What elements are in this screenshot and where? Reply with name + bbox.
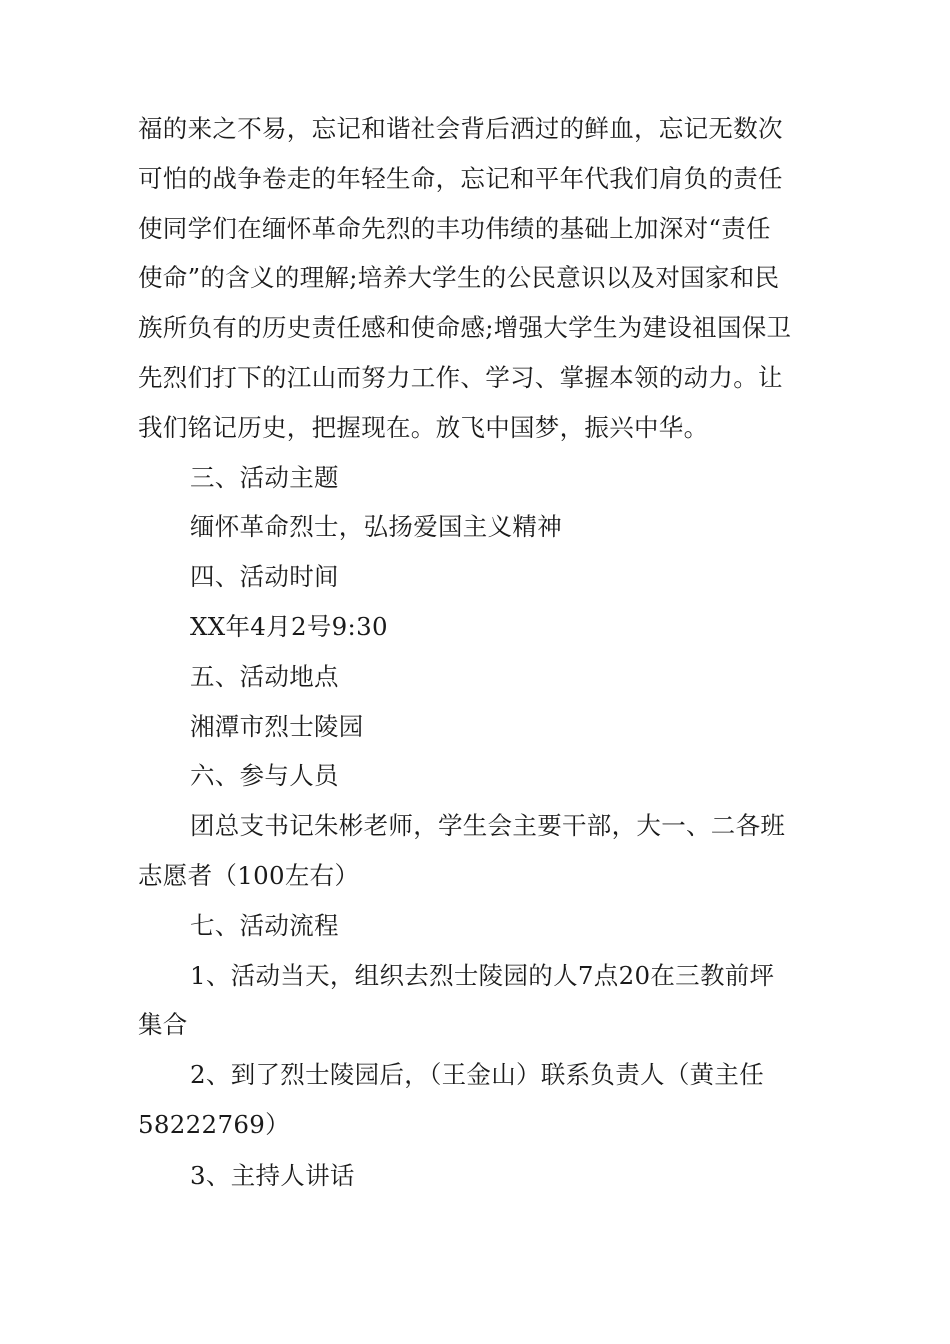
section-heading-time: 四、活动时间 xyxy=(190,562,339,592)
paragraph-line: 使命”的含义的理解;培养大学生的公民意识以及对国家和民 xyxy=(138,263,780,293)
section-heading-location: 五、活动地点 xyxy=(190,661,339,691)
section-heading-theme: 三、活动主题 xyxy=(190,462,339,492)
paragraph-line: 我们铭记历史，把握现在。放飞中国梦，振兴中华。 xyxy=(138,412,709,442)
paragraph-line: 族所负有的历史责任感和使命感;增强大学生为建设祖国保卫 xyxy=(138,313,792,343)
paragraph-line: 福的来之不易，忘记和谐社会背后洒过的鲜血，忘记无数次 xyxy=(138,114,783,143)
time-text: XX年4月2号9:30 xyxy=(190,611,388,641)
document-body xyxy=(138,104,818,1202)
process-step-1-continued: 集合 xyxy=(138,1010,188,1040)
paragraph-line: 可怕的战争卷走的年轻生命，忘记和平年代我们肩负的责任 xyxy=(138,163,783,193)
process-step-1: 1、活动当天，组织去烈士陵园的人7点20在三教前坪 xyxy=(190,960,775,990)
paragraph-line: 先烈们打下的江山而努力工作、学习、掌握本领的动力。让 xyxy=(138,362,783,392)
paragraph-line: 使同学们在缅怀革命先烈的丰功伟绩的基础上加深对“责任 xyxy=(138,213,771,243)
process-step-3: 3、主持人讲话 xyxy=(190,1160,355,1190)
process-step-2: 2、到了烈士陵园后，（王金山）联系负责人（黄主任 xyxy=(190,1060,765,1090)
section-heading-participants: 六、参与人员 xyxy=(190,761,339,791)
participants-text-continued: 志愿者（100左右） xyxy=(138,860,360,890)
process-step-2-continued: 58222769） xyxy=(138,1109,290,1139)
location-text: 湘潭市烈士陵园 xyxy=(190,711,364,741)
theme-text: 缅怀革命烈士，弘扬爱国主义精神 xyxy=(190,512,562,542)
participants-text: 团总支书记朱彬老师，学生会主要干部，大一、二各班 xyxy=(190,811,786,841)
section-heading-process: 七、活动流程 xyxy=(190,910,339,940)
